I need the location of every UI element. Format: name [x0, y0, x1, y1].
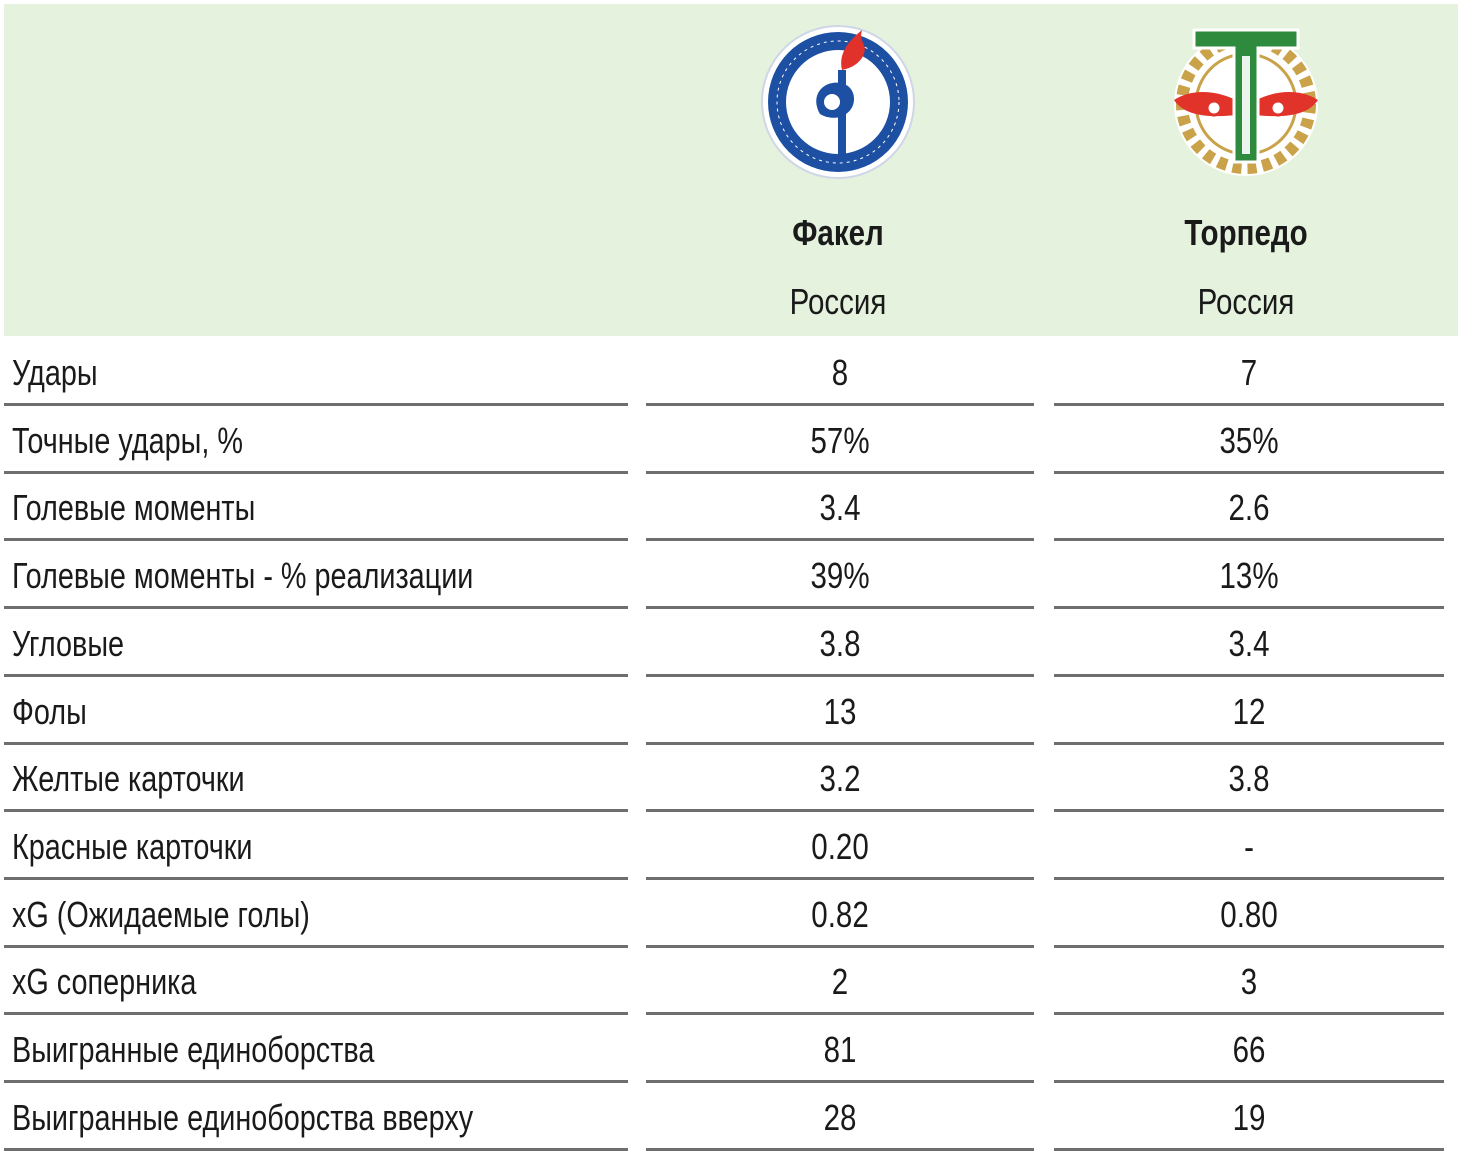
cell-value: 12: [1232, 690, 1266, 732]
row-divider: [4, 742, 628, 745]
row-divider: [4, 606, 628, 609]
cell-value: 7: [1240, 352, 1258, 393]
row-divider: [646, 471, 1034, 474]
table-row: [0, 407, 1460, 474]
row-label: Точные удары, %: [12, 419, 243, 461]
fakel-value: [646, 1084, 1034, 1151]
row-label: Фолы: [12, 690, 87, 732]
team-country-fakel: Россия: [789, 281, 887, 322]
row-divider: [646, 674, 1034, 677]
row-divider: [646, 538, 1034, 541]
row-label: Угловые: [12, 622, 125, 664]
row-label: Желтые карточки: [12, 758, 245, 800]
row-divider: [4, 674, 628, 677]
row-divider: [4, 538, 628, 541]
torpedo-value: [1054, 881, 1444, 948]
table-row: [0, 1016, 1460, 1083]
row-divider: [646, 403, 1034, 406]
torpedo-value: [1054, 339, 1444, 406]
row-divider: [1054, 945, 1444, 948]
cell-value: 3.4: [819, 487, 861, 529]
row-divider: [4, 403, 628, 406]
table-row: [0, 678, 1460, 745]
table-row: [0, 745, 1460, 812]
fakel-value: [646, 678, 1034, 745]
row-label: Голевые моменты - % реализации: [12, 555, 474, 597]
fakel-value: [646, 1016, 1034, 1083]
row-divider: [646, 1080, 1034, 1083]
cell-value: 3.8: [819, 622, 861, 664]
cell-value: 13%: [1219, 555, 1279, 597]
cell-value: 3.4: [1228, 622, 1270, 664]
fakel-value: [646, 610, 1034, 677]
fakel-value: [646, 881, 1034, 948]
torpedo-value: [1054, 678, 1444, 745]
row-divider: [1054, 538, 1444, 541]
table-row: [0, 474, 1460, 541]
table-row: [0, 542, 1460, 609]
row-label: Выигранные единоборства вверху: [12, 1096, 474, 1138]
table-row: [0, 948, 1460, 1015]
table-row: [0, 1084, 1460, 1151]
row-divider: [646, 606, 1034, 609]
fakel-value: [646, 813, 1034, 880]
torpedo-value: [1054, 474, 1444, 541]
row-label: Красные карточки: [12, 825, 253, 867]
torpedo-value: [1054, 745, 1444, 812]
row-label: Удары: [12, 352, 98, 393]
row-divider: [1054, 877, 1444, 880]
row-divider: [646, 1148, 1034, 1151]
fakel-value: [646, 745, 1034, 812]
cell-value: 8: [831, 352, 849, 393]
cell-value: 66: [1232, 1029, 1266, 1070]
cell-value: 0.82: [811, 893, 869, 935]
table-row: [0, 339, 1460, 406]
torpedo-value: [1054, 1016, 1444, 1083]
cell-value: 3.8: [1228, 758, 1270, 800]
cell-value: 57%: [810, 419, 870, 461]
row-divider: [646, 877, 1034, 880]
row-divider: [4, 1012, 628, 1015]
cell-value: 2: [831, 961, 849, 1003]
row-divider: [1054, 1012, 1444, 1015]
cell-value: 28: [823, 1096, 857, 1138]
row-divider: [1054, 606, 1444, 609]
cell-value: 0.80: [1220, 893, 1278, 935]
cell-value: 3.2: [819, 758, 861, 800]
fakel-value: [646, 542, 1034, 609]
row-divider: [646, 945, 1034, 948]
row-divider: [1054, 809, 1444, 812]
team-name-fakel: Факел: [792, 212, 884, 253]
row-divider: [4, 1148, 628, 1151]
row-divider: [4, 877, 628, 880]
row-divider: [4, 471, 628, 474]
cell-value: 35%: [1219, 419, 1279, 461]
row-label: Выигранные единоборства: [12, 1029, 375, 1070]
fakel-value: [646, 948, 1034, 1015]
row-divider: [1054, 1148, 1444, 1151]
torpedo-crest-icon: [1166, 22, 1326, 182]
row-divider: [1054, 471, 1444, 474]
row-divider: [1054, 1080, 1444, 1083]
fakel-crest-icon: [758, 22, 918, 182]
cell-value: 13: [823, 690, 857, 732]
torpedo-value: [1054, 610, 1444, 677]
cell-value: -: [1244, 825, 1254, 867]
table-row: [0, 881, 1460, 948]
fakel-value: [646, 474, 1034, 541]
torpedo-value: [1054, 542, 1444, 609]
cell-value: 2.6: [1228, 487, 1270, 529]
row-divider: [1054, 674, 1444, 677]
row-divider: [1054, 742, 1444, 745]
cell-value: 39%: [810, 555, 870, 597]
cell-value: 3: [1240, 961, 1258, 1003]
torpedo-value: [1054, 407, 1444, 474]
row-divider: [646, 1012, 1034, 1015]
cell-value: 81: [823, 1029, 857, 1070]
row-divider: [4, 945, 628, 948]
row-divider: [646, 742, 1034, 745]
fakel-value: [646, 407, 1034, 474]
torpedo-value: [1054, 813, 1444, 880]
team-name-torpedo: Торпедо: [1184, 212, 1308, 253]
row-divider: [1054, 403, 1444, 406]
cell-value: 19: [1232, 1096, 1266, 1138]
table-row: [0, 813, 1460, 880]
team-country-torpedo: Россия: [1197, 281, 1295, 322]
torpedo-value: [1054, 948, 1444, 1015]
row-divider: [4, 809, 628, 812]
cell-value: 0.20: [811, 825, 869, 867]
fakel-value: [646, 339, 1034, 406]
row-label: xG (Ожидаемые голы): [12, 893, 310, 935]
table-row: [0, 610, 1460, 677]
row-label: xG соперника: [12, 961, 197, 1003]
row-divider: [4, 1080, 628, 1083]
row-label: Голевые моменты: [12, 487, 256, 529]
row-divider: [646, 809, 1034, 812]
torpedo-value: [1054, 1084, 1444, 1151]
